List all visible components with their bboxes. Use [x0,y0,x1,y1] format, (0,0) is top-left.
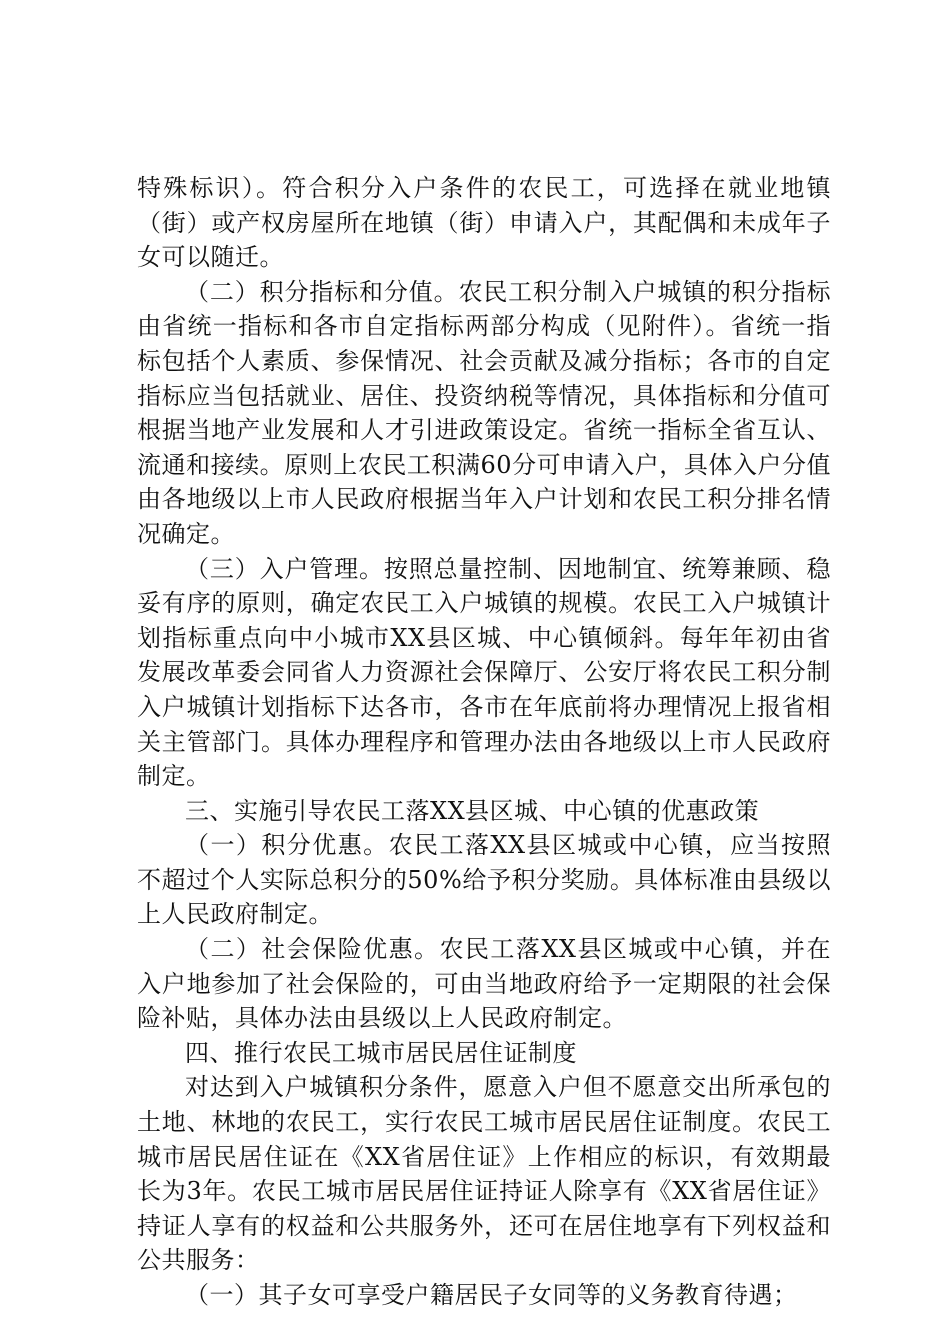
section-heading-3: 三、实施引导农民工落XX县区城、中心镇的优惠政策 [185,796,760,825]
paragraph-1: 特殊标识）。符合积分入户条件的农民工，可选择在就业地镇（街）或产权房屋所在地镇（街）申请入户，其配偶和未成年子女可以随迁。 [137,174,831,272]
paragraph-6: （二）社会保险优惠。农民工落XX县区城或中心镇，并在入户地参加了社会保险的，可由当地政府给予一定期限的社会保险补贴，具体办法由县级以上人民政府制定。 [137,935,831,1033]
paragraph-5: （一）积分优惠。农民工落XX县区城或中心镇，应当按照不超过个人实际总积分的50%给予积分奖励。具体标准由县级以上人民政府制定。 [137,831,831,929]
document-body [137,171,831,1313]
paragraph-9: （一）其子女可享受户籍居民子女同等的义务教育待遇； [185,1281,798,1309]
paragraph-8: 对达到入户城镇积分条件，愿意入户但不愿意交出所承包的土地、林地的农民工，实行农民工城市居民居住证制度。农民工城市居民居住证在《XX省居住证》上作相应的标识，有效期最长为3年。农民工城市居民居住证持证人除享有《XX省居住证》持证人享有的权益和公共服务外，还可在居住地享有下列权益和公共服务： [137,1073,831,1275]
paragraph-2: （二）积分指标和分值。农民工积分制入户城镇的积分指标由省统一指标和各市自定指标两部分构成（见附件）。省统一指标包括个人素质、参保情况、社会贡献及减分指标；各市的自定指标应当包括就业、居住、投资纳税等情况，具体指标和分值可根据当地产业发展和人才引进政策设定。省统一指标全省互认、流通和接续。原则上农民工积满60分可申请入户，具体入户分值由各地级以上市人民政府根据当年入户计划和农民工积分排名情况确定。 [137,277,831,548]
paragraph-3: （三）入户管理。按照总量控制、因地制宜、统筹兼顾、稳妥有序的原则，确定农民工入户城镇的规模。农民工入户城镇计划指标重点向中小城市XX县区城、中心镇倾斜。每年年初由省发展改革委会同省人力资源社会保障厅、公安厅将农民工积分制入户城镇计划指标下达各市，各市在年底前将办理情况上报省相关主管部门。具体办理程序和管理办法由各地级以上市人民政府制定。 [137,554,831,791]
section-heading-4: 四、推行农民工城市居民居住证制度 [185,1038,577,1067]
